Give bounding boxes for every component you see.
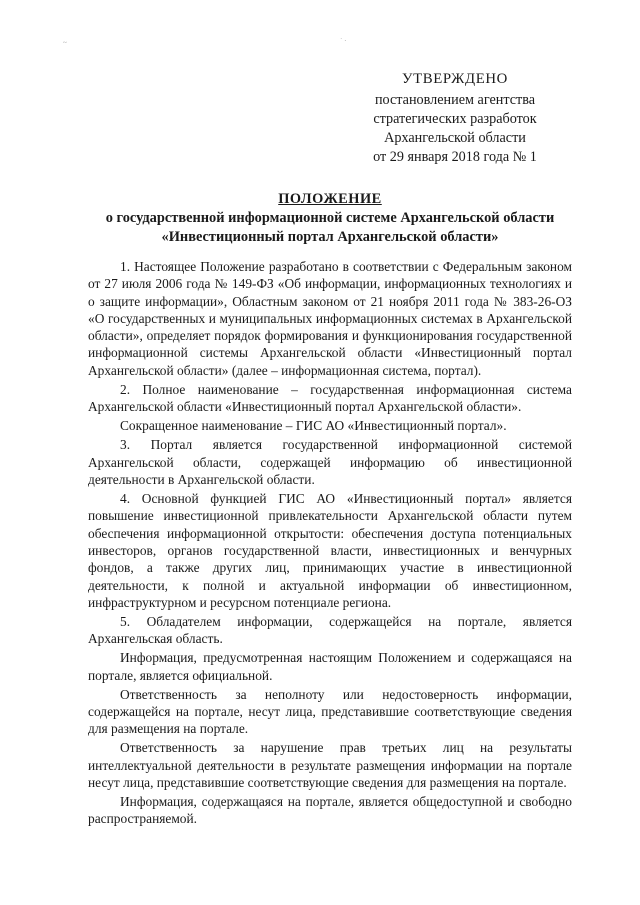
paragraph-5: 5. Обладателем информации, содержащейся на портале, является Архангельская область.: [88, 613, 572, 647]
approval-date: от 29 января 2018 года № 1: [373, 149, 537, 165]
approval-line: Архангельской области: [384, 130, 526, 146]
scan-speck: ˙ ·: [340, 37, 347, 45]
document-title: [80, 190, 580, 247]
approval-stamp-block: [340, 70, 570, 167]
paragraph-third-party-rights: Ответственность за нарушение прав третьих лиц на результаты интеллектуальной деятельности в результате размещения информации на портале несут лица, представившие соответствующие сведения для размещения на портале.: [88, 740, 572, 790]
approval-line: постановлением агентства: [374, 92, 536, 108]
document-body: [88, 258, 572, 829]
paragraph-responsibility: Ответственность за неполноту или недостоверность информации, содержащейся на портале, несут лица, представившие соответствующие сведения для размещения на портале.: [88, 686, 572, 737]
paragraph-3: 3. Портал является государственной информационной системой Архангельской области, содержащей информацию об инвестиционной деятельности в Архангельской области.: [88, 437, 572, 487]
title-main: ПОЛОЖЕНИЕ: [278, 191, 382, 207]
paragraph-1: 1. Настоящее Положение разработано в соответствии с Федеральным законом от 27 июля 2006 года № 149-ФЗ «Об информации, информационных технологиях и о защите информации», Областным законом от 21 ноября 2011 года № 383-26-ОЗ «О государственных и муниципальных информационных системах в Архангельской области», определяет порядок формирования и функционирования государственной информационной системы Архангельской области «Инвестиционный портал Архангельской области» (далее – информационная система, портал).: [88, 259, 572, 378]
title-subtitle-line: «Инвестиционный портал Архангельской области»: [161, 229, 499, 245]
paragraph-4: 4. Основной функцией ГИС АО «Инвестиционный портал» является повышение инвестиционной привлекательности Архангельской области путем обеспечения информационной открытости: обеспечения доступа потенциальных инвесторов, органов государственной власти, инвестиционных и венчурных фондов, а также других лиц, принимающих участие в инвестиционной деятельности, к полной и актуальной информации об инвестиционном, инфраструктурном и ресурсном потенциале региона.: [88, 491, 572, 610]
paragraph-public-access: Информация, содержащаяся на портале, является общедоступной и свободно распространяемой.: [88, 794, 572, 827]
scan-speck: ~: [63, 39, 67, 47]
approval-line: стратегических разработок: [373, 111, 537, 127]
approval-heading: УТВЕРЖДЕНО: [402, 71, 508, 87]
paragraph-official: Информация, предусмотренная настоящим Положением и содержащаяся на портале, является официальной.: [88, 650, 572, 683]
title-subtitle-line: о государственной информационной системе Архангельской области: [105, 210, 555, 226]
paragraph-short-name: Сокращенное наименование – ГИС АО «Инвестиционный портал».: [120, 418, 507, 434]
paragraph-2: 2. Полное наименование – государственная информационная система Архангельской области «Инвестиционный портал Архангельской области».: [88, 381, 572, 415]
